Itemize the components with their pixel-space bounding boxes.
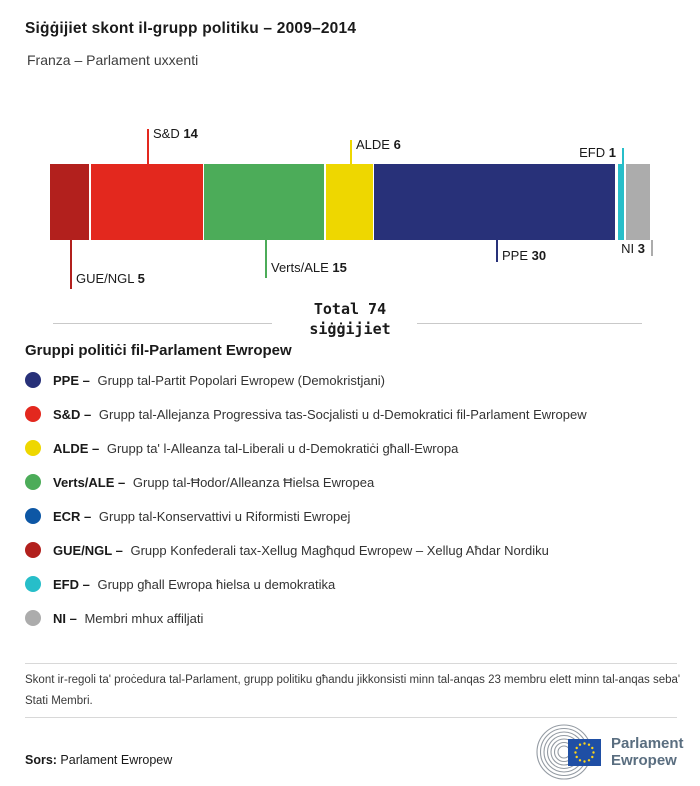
bar-segment-gue-ngl	[50, 164, 89, 240]
legend-heading: Gruppi politiċi fil-Parlament Ewropew	[25, 342, 292, 359]
bar-segment-ni	[626, 164, 650, 240]
logo-wordmark	[611, 735, 684, 769]
callout-line-ni	[651, 240, 653, 256]
bar-segment-s-d	[91, 164, 203, 240]
callout-label-gue-ngl: GUE/NGL 5	[76, 271, 145, 286]
legend-label: GUE/NGL – Grupp Konfederali tax-Xellug Magħqud Ewropew – Xellug Aħdar Nordiku	[53, 542, 549, 558]
page-title: Siġġijiet skont il-grupp politiku – 2009–2014	[25, 20, 357, 37]
legend-label: ALDE – Grupp ta' l-Alleanza tal-Liberali u d-Demokratiċi għall-Ewropa	[53, 440, 459, 456]
seats-stacked-bar	[0, 0, 700, 300]
legend-item-ecr	[25, 508, 685, 524]
legend-list	[25, 372, 685, 644]
legend-label: PPE – Grupp tal-Partit Popolari Ewropew (Demokristjani)	[53, 372, 386, 388]
legend-dot	[25, 542, 41, 558]
total-divider-right	[417, 323, 642, 324]
legend-item-gue-ngl	[25, 542, 685, 558]
legend-label: ECR – Grupp tal-Konservattivi u Riformisti Ewropej	[53, 508, 351, 524]
legend-label: EFD – Grupp għall Ewropa ħielsa u demokratika	[53, 576, 336, 592]
legend-label: S&D – Grupp tal-Allejanza Progressiva tas-Socjalisti u d-Demokratici fil-Parlament Ewropew	[53, 406, 587, 422]
legend-item-efd	[25, 576, 685, 592]
callout-label-s-d: S&D 14	[153, 126, 198, 141]
legend-item-alde	[25, 440, 685, 456]
legend-label: NI – Membri mhux affiljati	[53, 610, 204, 626]
callout-line-efd	[622, 148, 624, 164]
source-line	[25, 753, 172, 767]
total-divider-left	[53, 323, 272, 324]
legend-dot	[25, 440, 41, 456]
callout-line-ppe	[496, 240, 498, 262]
source-value: Parlament Ewropew	[56, 753, 173, 767]
legend-item-verts-ale	[25, 474, 685, 490]
logo-line2: Ewropew	[611, 752, 677, 769]
bar-segment-verts-ale	[204, 164, 324, 240]
callout-label-alde: ALDE 6	[356, 137, 401, 152]
callout-label-ni: NI 3	[621, 241, 645, 256]
legend-item-ni	[25, 610, 685, 626]
bar-segment-efd	[618, 164, 624, 240]
callout-line-verts-ale	[265, 240, 267, 278]
callout-label-efd: EFD 1	[579, 145, 616, 160]
footnote-text: Skont ir-regoli ta' proċedura tal-Parlament, grupp politiku għandu jikkonsisti minn tal-anqas 23 membru elett minn tal-anqas seba' Stati Membri.	[25, 674, 681, 707]
legend-item-s-d	[25, 406, 685, 422]
parliament-hemicycle-icon	[533, 724, 603, 780]
bar-segment-ppe	[374, 164, 615, 240]
bar-segment-alde	[326, 164, 373, 240]
legend-dot	[25, 610, 41, 626]
callout-label-ppe: PPE 30	[502, 248, 547, 263]
footnote-divider-bottom	[25, 717, 677, 718]
total-seats-label	[0, 299, 700, 339]
legend-dot	[25, 372, 41, 388]
footnote-divider-top	[25, 663, 677, 664]
legend-item-ppe	[25, 372, 685, 388]
total-seats-line2: siġġijiet	[309, 320, 391, 338]
total-seats-line1: Total 74	[313, 300, 387, 318]
logo-line1: Parlament	[611, 735, 684, 752]
legend-label: Verts/ALE – Grupp tal-Ħodor/Alleanza Ħielsa Ewropea	[53, 474, 375, 490]
european-parliament-logo	[533, 724, 684, 780]
callout-label-verts-ale: Verts/ALE 15	[271, 260, 347, 275]
callout-line-gue-ngl	[70, 240, 72, 289]
callout-line-alde	[350, 140, 352, 164]
legend-dot	[25, 474, 41, 490]
page-subtitle: Franza – Parlament uxxenti	[27, 52, 199, 68]
legend-dot	[25, 406, 41, 422]
legend-dot	[25, 576, 41, 592]
source-label: Sors:	[25, 753, 57, 767]
callout-line-s-d	[147, 129, 149, 164]
legend-dot	[25, 508, 41, 524]
